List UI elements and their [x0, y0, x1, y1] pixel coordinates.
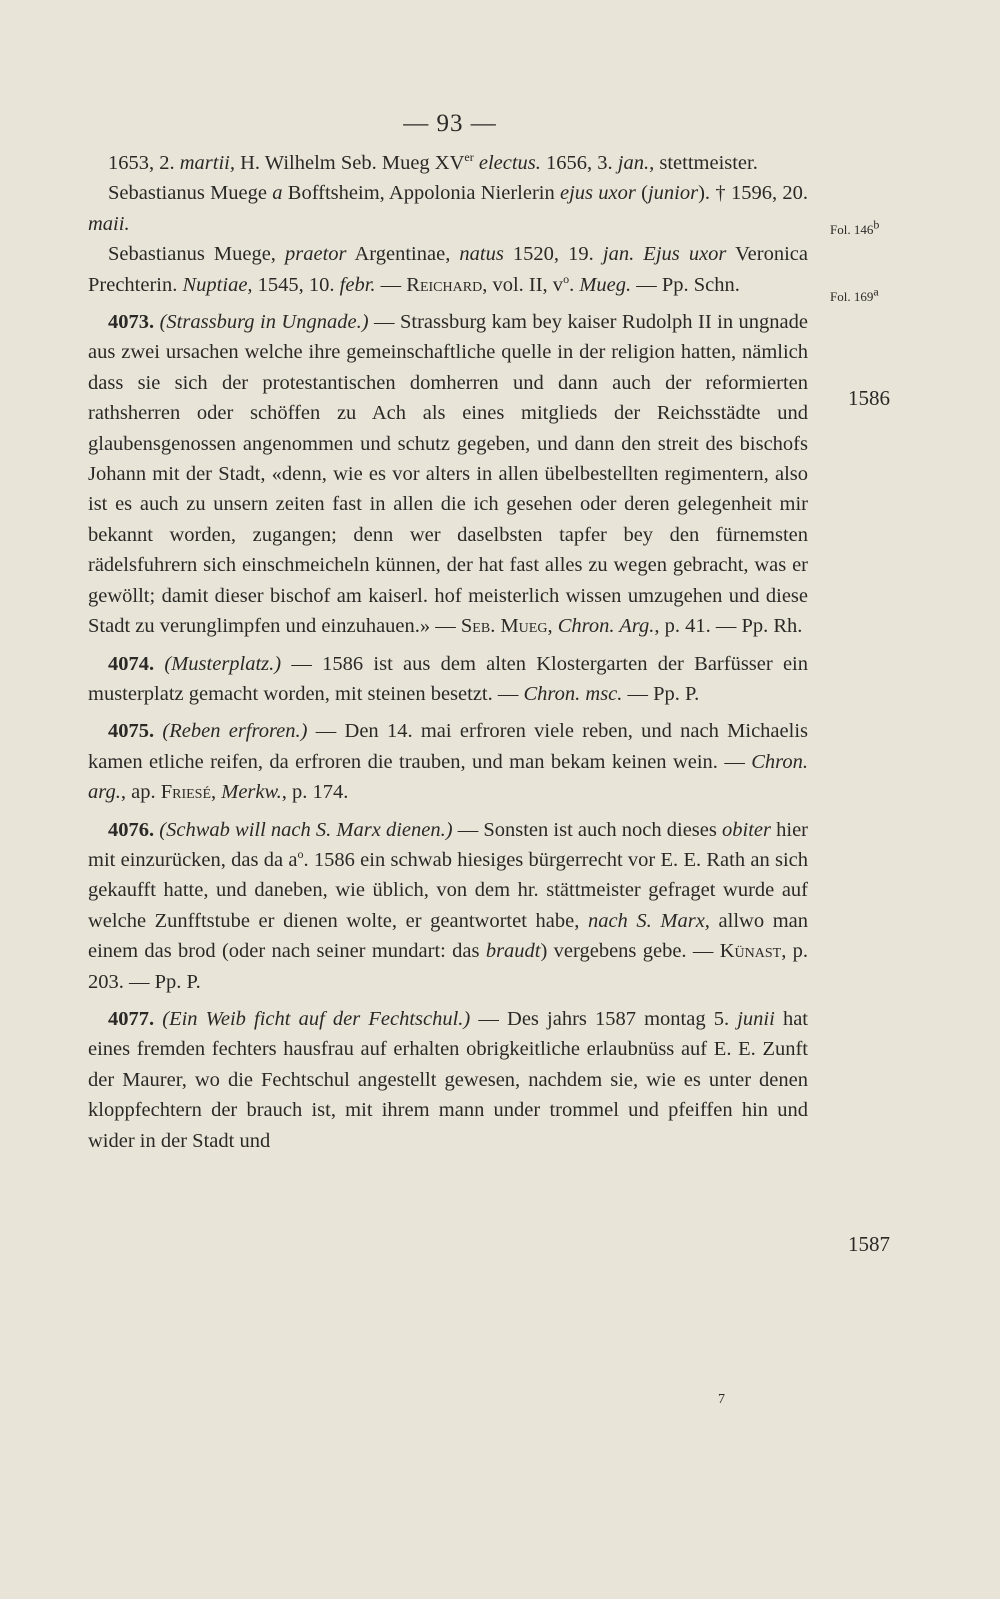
text: Chron. Arg. [557, 615, 655, 638]
text: a [873, 284, 879, 299]
text: jan., [617, 152, 655, 174]
text: , ap. [120, 781, 161, 804]
text: — [375, 273, 407, 296]
entry-number: 4077. [108, 1007, 155, 1030]
text: . [569, 273, 580, 296]
text: stettmeister. [654, 152, 758, 174]
text: hat eines fremden fechters hausfrau auf erhalten obrigkeitliche erlaubnüss auf E. E. Zunft der Maurer, wo die Fechtschul angestellt gewesen, nachdem sie, wie es unter denen kloppfechtern der brauch ist, mit ihrem mann under trommel und pfeiffen hin und wider in der Stadt und [88, 1007, 808, 1152]
text: , p. 203. — Pp. P. [88, 940, 809, 993]
entry-title: (Musterplatz.) [164, 652, 282, 675]
text: b [873, 217, 880, 232]
text: Fol. 146 [830, 222, 874, 237]
text: , vol. II, v [482, 273, 564, 296]
margin-year-1586: 1586 [848, 386, 890, 410]
text: Argentinae, [346, 243, 460, 266]
text: 1653, 2. [108, 152, 180, 174]
text: Friesé [160, 781, 211, 804]
text: Mueg. [579, 273, 632, 296]
entry-number: 4073. [108, 311, 155, 334]
text: martii, [179, 152, 235, 174]
entry-number: 4074. [108, 652, 155, 675]
main-text [88, 148, 808, 1156]
text: 1545, 10. [252, 273, 340, 296]
text: — Pp. P. [622, 682, 700, 705]
entry-4074 [88, 649, 808, 710]
text: junior [647, 182, 699, 205]
text: , p. 41. — Pp. Rh. [654, 615, 803, 638]
text: praetor [285, 243, 347, 266]
entry-title: (Strassburg in Ungnade.) [159, 311, 369, 334]
text: Reichard [406, 273, 483, 296]
entry-number: 4076. [108, 818, 155, 841]
text: jan. [602, 243, 635, 266]
text: electus. [478, 152, 541, 174]
text: H. Wilhelm Seb. Mueg XV [235, 152, 465, 174]
text: ) vergebens gebe. — [540, 940, 720, 963]
text: , [211, 781, 222, 804]
text: nach S. Marx, [587, 909, 710, 932]
entry-mueg-wilhelm [88, 148, 808, 178]
text: allwo man einem das brod (oder nach seiner mundart: das [88, 909, 808, 963]
margin-year-1587: 1587 [848, 1232, 890, 1256]
text [634, 243, 643, 265]
text: Merkw. [221, 781, 282, 804]
text: a [272, 182, 283, 205]
margin-note-fol-146 [830, 217, 880, 238]
text: Ejus uxor [643, 243, 727, 266]
text: , p. 174. [281, 781, 349, 804]
text: maii. [88, 212, 130, 235]
entry-4077 [88, 1004, 808, 1156]
text: febr. [339, 273, 376, 296]
text: ). † 1596, 20. [698, 182, 809, 205]
text: , [547, 615, 558, 638]
text: — Des jahrs 1587 montag 5. [470, 1007, 738, 1030]
text: — Pp. Schn. [631, 273, 740, 296]
signature-mark: 7 [718, 1392, 725, 1407]
text: obiter [722, 818, 771, 841]
entry-title: (Schwab will nach S. Marx dienen.) [159, 818, 453, 841]
text: Bofftsheim, Appolonia Nierlerin [282, 182, 560, 205]
text: ( [635, 182, 648, 205]
entry-4075 [88, 716, 808, 807]
text: hier mit einzurücken, das da a [88, 818, 808, 871]
text: braudt [485, 940, 541, 963]
text: o [297, 847, 304, 862]
text: . 1586 ein schwab hiesiges bürgerrecht vor E. E. Rath an sich gekaufft hatte, und daneben, wie üblich, von dem hr. stättmeister gefraget wurde auf welche Zunfftstube er dienen wolte, er geantwortet habe, [88, 848, 808, 932]
entry-body: — 1586 ist aus dem alten Klostergarten der Barfüsser ein musterplatz gemacht worden, mit steinen besetzt. — [88, 652, 808, 705]
text: o [563, 271, 570, 286]
entry-4076 [88, 815, 808, 997]
margin-note-fol-169 [830, 284, 879, 305]
entry-title: (Reben erfroren.) [162, 720, 308, 743]
text: 1656, 3. [540, 152, 618, 174]
text: Chron. msc. [523, 682, 623, 705]
text: natus [459, 243, 504, 266]
entry-muege-praetor [88, 239, 808, 300]
entry-body: — Strassburg kam bey kaiser Rudolph II in ungnade aus zwei ursachen welche ihre gemeinschaftliche quelle in der religion hatten, nämlich dass sie sich der protestantischen domherren und dann auch der reformierten rathsherren oder schöffen zu Ach als eines mitglieds der Reichsstädte und glaubensgenossen angenommen und schutz gegeben, und dann den streit des bischofs Johann mit der Stadt, «denn, wie es vor alters in allen übelbestellten regimentern, also ist es auch zu unsern zeiten fast in allen die ich gesehen oder deren gelegenheit mir bekannt worden, zugangen; denn wer daselbsten tapfer bey den fürnemsten rädelsfuhrern sich einschmeicheln künnen, der hat fast alles zu wegen gebracht, was er gewöllt; damit dieser bischof am kaiserl. hof meisterlich wissen umzugehen und diese Stadt zu verunglimpfen und einzuhauen.» — [88, 311, 808, 638]
text: Nuptiae, [182, 273, 253, 296]
text: 1520, 19. [503, 243, 603, 266]
text: Veronica Prechterin. [88, 243, 808, 296]
entry-4073 [88, 307, 808, 641]
text: junii [737, 1007, 775, 1030]
entry-number: 4075. [108, 720, 155, 743]
text: Seb. Mueg [460, 615, 548, 638]
text: Künast [719, 940, 782, 963]
page-number: — 93 — [403, 110, 497, 137]
text: Chron. arg. [88, 750, 808, 804]
entry-muege-bofftsheim [88, 178, 808, 239]
text: — Sonsten ist auch noch dieses [452, 818, 723, 841]
text: Sebastianus Muege, [108, 243, 286, 266]
text: ejus uxor [560, 182, 636, 205]
entry-title: (Ein Weib ficht auf der Fechtschul.) [162, 1007, 471, 1030]
text: Fol. 169 [830, 289, 874, 304]
entry-body: — Den 14. mai erfroren viele reben, und nach Michaelis kamen etliche reifen, da erfroren die trauben, und man bekam keinen wein. — [88, 720, 808, 773]
text: Sebastianus Muege [108, 182, 273, 205]
text: er [464, 150, 474, 165]
